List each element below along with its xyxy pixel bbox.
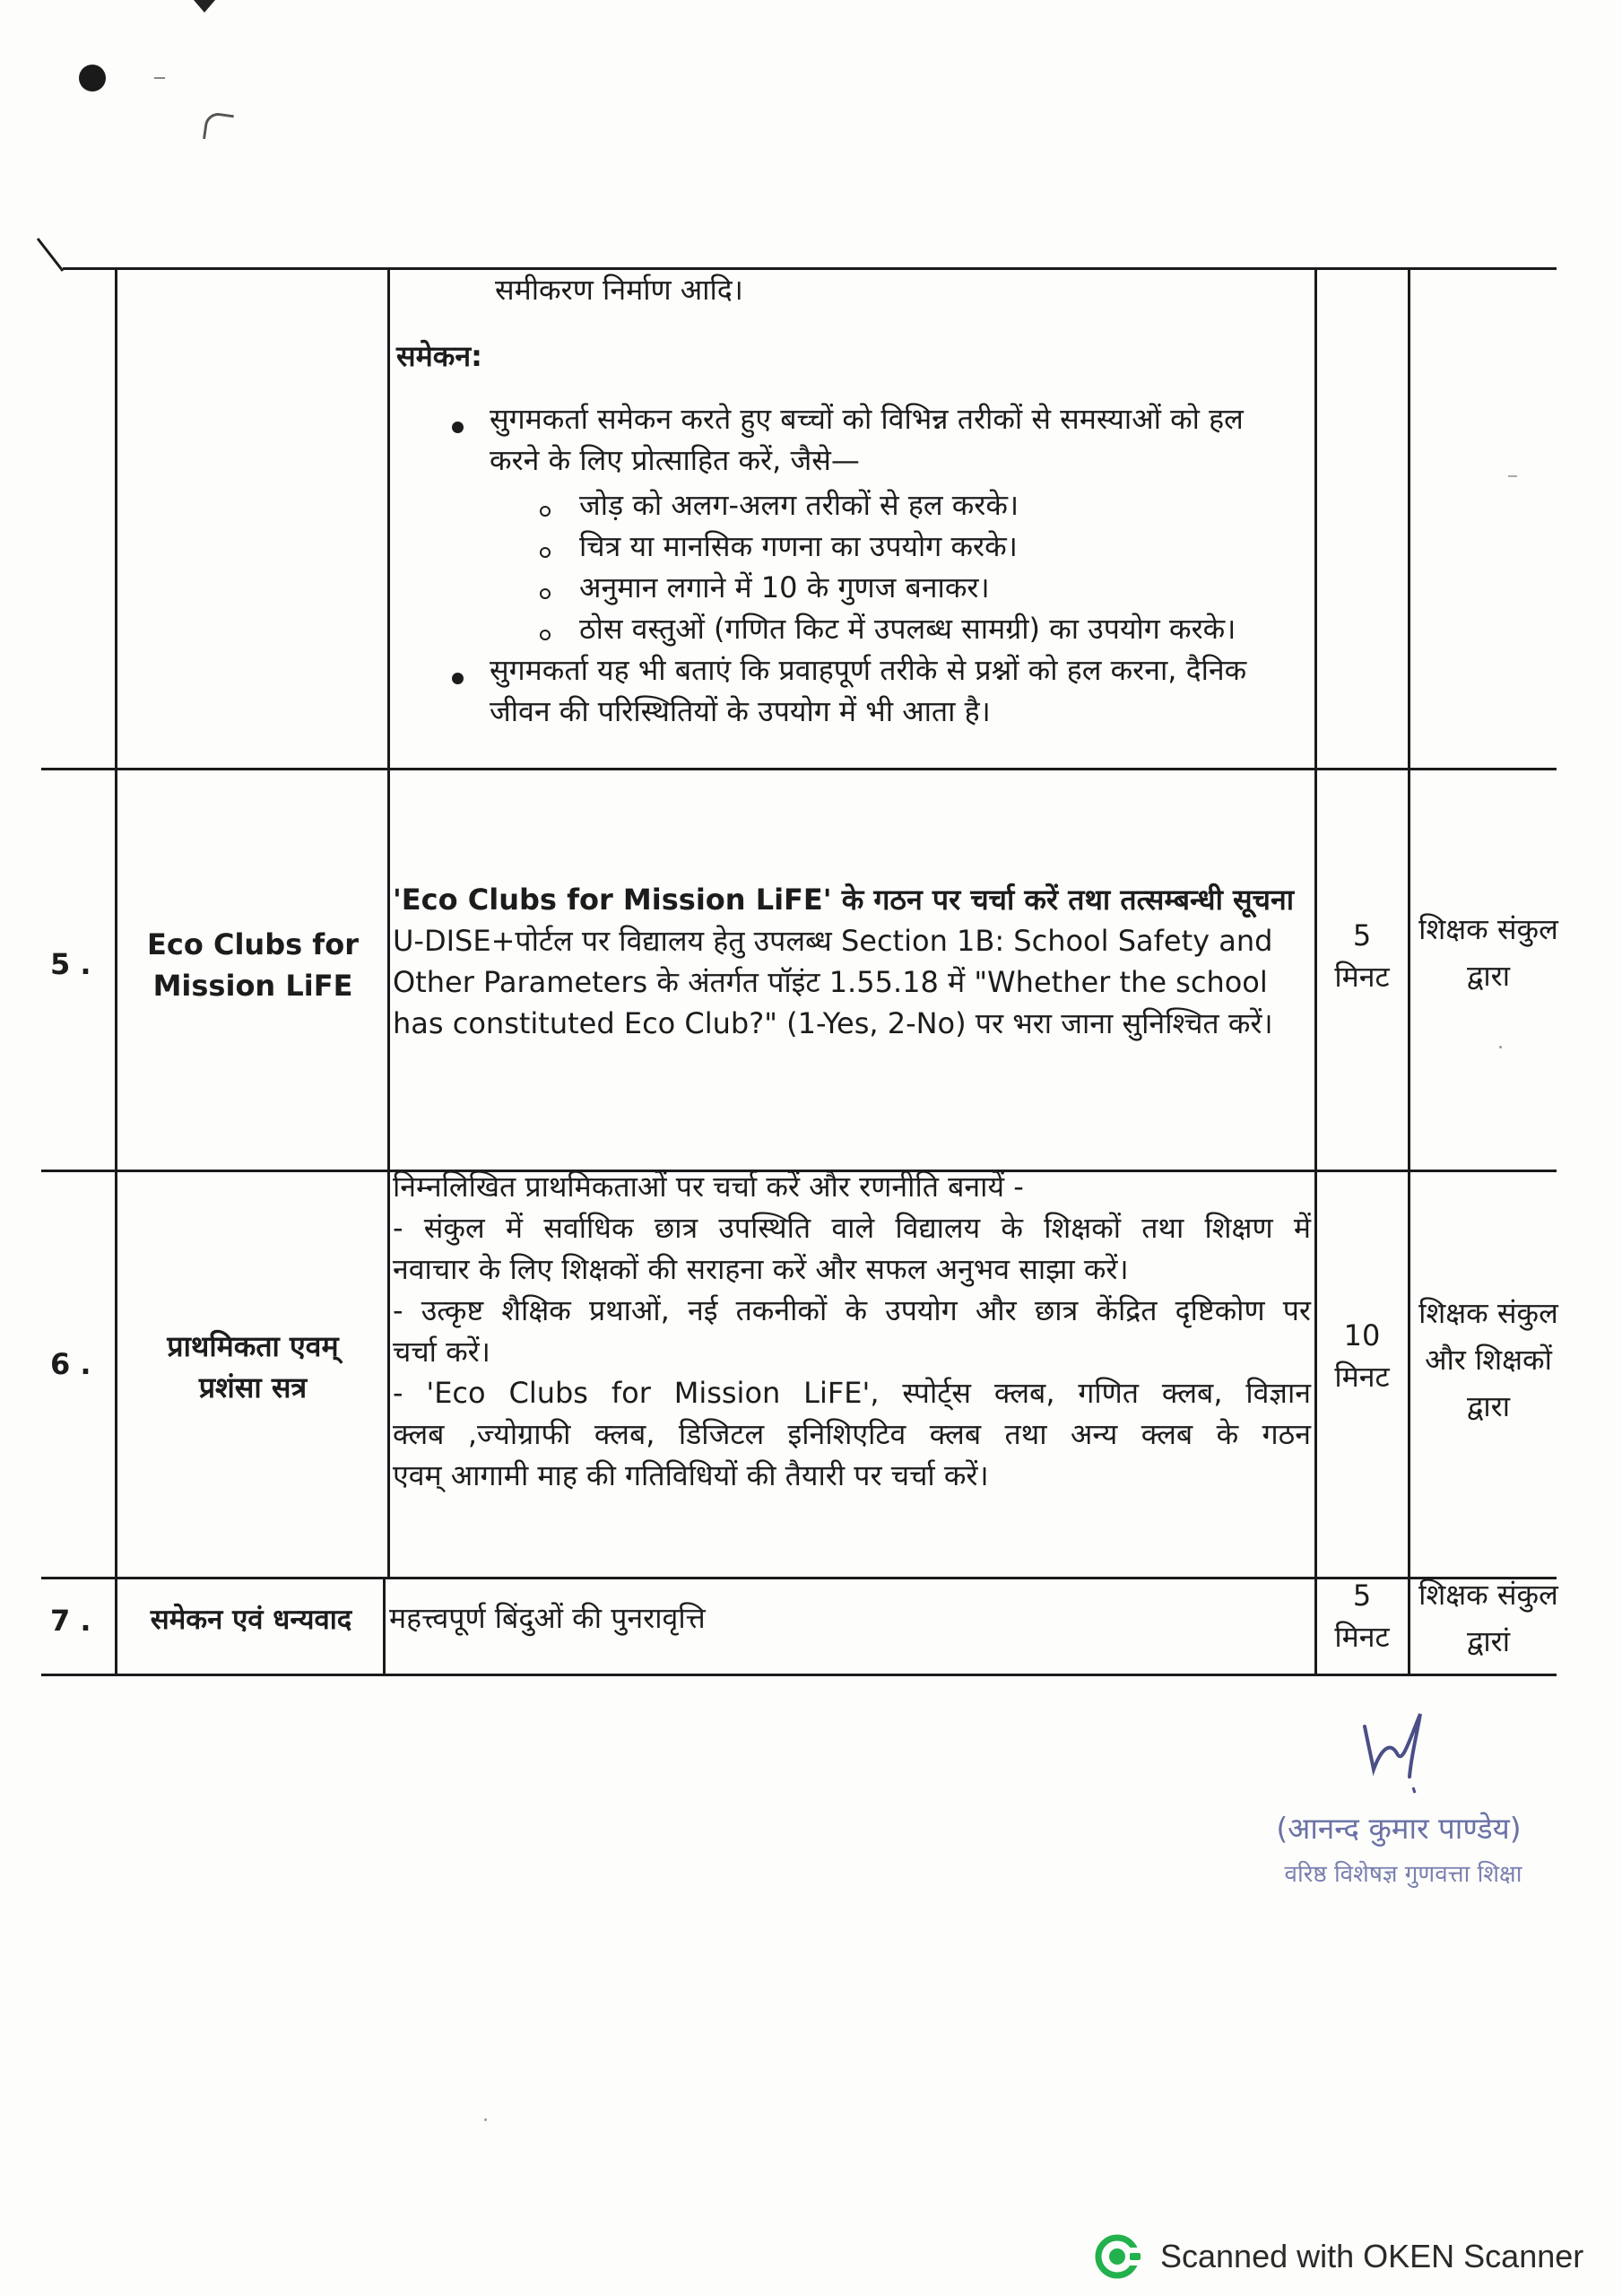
row-5-time-value: 5 — [1352, 918, 1372, 952]
sub-bullet-icon — [540, 588, 551, 599]
row-4-bullet-1-line-2: करने के लिए प्रोत्साहित करें, जैसे— — [490, 443, 860, 477]
row-5-desc-line: 'Eco Clubs for Mission LiFE' के गठन पर चर्चा करें तथा तत्सम्बन्धी सूचना — [393, 883, 1294, 917]
row-4-sub-item: ठोस वस्तुओं (गणित किट में उपलब्ध सामग्री) का उपयोग करके। — [579, 612, 1236, 646]
scan-mark-dot — [79, 65, 106, 91]
row-6-desc-line: एवम् आगामी माह की गतिविधियों की तैयारी पर चर्चा करें। — [393, 1458, 989, 1492]
scanner-watermark-text: Scanned with OKEN Scanner — [1160, 2238, 1584, 2274]
row-5-topic-line: Eco Clubs for — [147, 927, 359, 961]
scan-speck — [1508, 475, 1517, 477]
row-6-desc-line: - संकुल में सर्वाधिक छात्र उपस्थिति वाले विद्यालय के शिक्षकों तथा शिक्षण में — [393, 1211, 1311, 1245]
row-5-topic — [120, 924, 386, 1006]
row-7-number: 7 . — [50, 1604, 91, 1638]
row-7-description: महत्त्वपूर्ण बिंदुओं की पुनरावृत्ति — [389, 1601, 706, 1635]
signatory-name: (आनन्द कुमार पाण्डेय) — [1276, 1811, 1522, 1846]
row-6-time-unit: मिनट — [1334, 1360, 1390, 1394]
row-5-desc-line: U-DISE+पोर्टल पर विद्यालय हेतु उपलब्ध Section 1B: School Safety and — [393, 924, 1273, 958]
row-5-description — [393, 879, 1311, 1044]
signature-mark — [1345, 1691, 1453, 1798]
scan-mark-arc — [203, 111, 234, 143]
row-6-by-line: द्वारा — [1466, 1389, 1511, 1423]
row-4-sub-item: जोड़ को अलग-अलग तरीकों से हल करके। — [579, 488, 1019, 522]
scan-mark-triangle — [194, 0, 215, 13]
row-4-sub-item: चित्र या मानसिक गणना का उपयोग करके। — [579, 529, 1018, 563]
row-6-topic-line: प्रशंसा सत्र — [198, 1370, 308, 1405]
sub-bullet-icon — [540, 630, 551, 640]
row-7-by-line: द्वारां — [1466, 1624, 1511, 1658]
row-5-time-unit: मिनट — [1334, 960, 1390, 994]
scan-speck — [484, 2118, 487, 2121]
row-5-by-line: द्वारा — [1466, 959, 1511, 993]
oken-scanner-logo-icon — [1094, 2231, 1144, 2282]
row-5-desc-line: has constituted Eco Club?" (1-Yes, 2-No) पर भरा जाना सुनिश्चित करें। — [393, 1006, 1273, 1040]
row-4-bullet-2-line-2: जीवन की परिस्थितियों के उपयोग में भी आता है। — [490, 694, 991, 728]
sub-bullet-icon — [540, 506, 551, 517]
row-6-topic — [120, 1326, 386, 1408]
row-6-number: 6 . — [50, 1347, 91, 1381]
table-corner-line — [36, 235, 126, 280]
row-4-description — [393, 269, 1313, 766]
row-6-desc-line: चर्चा करें। — [393, 1335, 490, 1369]
signatory-title: वरिष्ठ विशेषज्ञ गुणवत्ता शिक्षा — [1284, 1861, 1522, 1888]
scan-speck — [1499, 1046, 1502, 1048]
row-6-time-value: 10 — [1343, 1318, 1381, 1352]
row-6-topic-line: प्राथमिकता एवम् — [167, 1329, 339, 1363]
col-divider-4 — [1408, 267, 1410, 1675]
row-7-responsible — [1411, 1571, 1566, 1665]
row-6-desc-line: - उत्कृष्ट शैक्षिक प्रथाओं, नई तकनीकों के उपयोग और छात्र केंद्रित दृष्टिकोण पर — [393, 1293, 1311, 1327]
row-5-by-line: शिक्षक संकुल — [1418, 912, 1558, 946]
row-4-bullet-2-line-1: सुगमकर्ता यह भी बताएं कि प्रवाहपूर्ण तरीके से प्रश्नों को हल करना, दैनिक — [490, 653, 1247, 687]
row-5-responsible — [1411, 906, 1566, 999]
row-6-desc-line: - 'Eco Clubs for Mission LiFE', स्पोर्ट्स क्लब, गणित क्लब, विज्ञान — [393, 1376, 1311, 1410]
bullet-icon — [452, 673, 464, 684]
row-6-by-line: और शिक्षकों — [1425, 1343, 1552, 1377]
scanner-watermark — [1094, 2231, 1583, 2282]
row-6-responsible — [1411, 1290, 1566, 1430]
row-4-bullet-1-line-1: सुगमकर्ता समेकन करते हुए बच्चों को विभिन्न तरीकों से समस्याओं को हल — [490, 402, 1244, 436]
row-7-time-unit: मिनट — [1334, 1620, 1390, 1654]
row-6-description — [393, 1166, 1311, 1496]
row-5-topic-line: Mission LiFE — [152, 969, 353, 1003]
scan-mark-dash — [154, 77, 165, 79]
row-4-heading: समेकन: — [396, 339, 482, 373]
col-divider-2 — [387, 267, 390, 1577]
row-7-by-line: शिक्षक संकुल — [1418, 1578, 1558, 1612]
bullet-icon — [452, 422, 464, 433]
row-7-time-value: 5 — [1352, 1578, 1372, 1613]
row-divider-4-5 — [41, 768, 1557, 770]
table-bottom-border — [41, 1674, 1557, 1676]
row-4-top-line: समीकरण निर्माण आदि। — [495, 273, 743, 307]
row-5-desc-line: Other Parameters के अंतर्गत पॉइंट 1.55.18 में "Whether the school — [393, 965, 1268, 999]
row-6-desc-line: निम्नलिखित प्राथमिकताओं पर चर्चा करें और रणनीति बनायें - — [393, 1170, 1024, 1204]
row-5-number: 5 . — [50, 947, 91, 981]
row-5-time — [1318, 915, 1406, 997]
row-7-time — [1318, 1575, 1406, 1657]
row-4-sub-item: अनुमान लगाने में 10 के गुणज बनाकर। — [579, 570, 990, 604]
col-divider-1 — [115, 267, 117, 1675]
row-7-topic: समेकन एवं धन्यवाद — [150, 1604, 352, 1636]
row-6-time — [1318, 1315, 1406, 1397]
row-6-desc-line: क्लब ,ज्योग्राफी क्लब, डिजिटल इनिशिएटिव क्लब तथा अन्य क्लब के गठन — [393, 1417, 1311, 1451]
row-6-desc-line: नवाचार के लिए शिक्षकों की सराहना करें और सफल अनुभव साझा करें। — [393, 1252, 1129, 1286]
sub-bullet-icon — [540, 547, 551, 558]
row-6-by-line: शिक्षक संकुल — [1418, 1296, 1558, 1330]
col-divider-3 — [1314, 267, 1317, 1675]
